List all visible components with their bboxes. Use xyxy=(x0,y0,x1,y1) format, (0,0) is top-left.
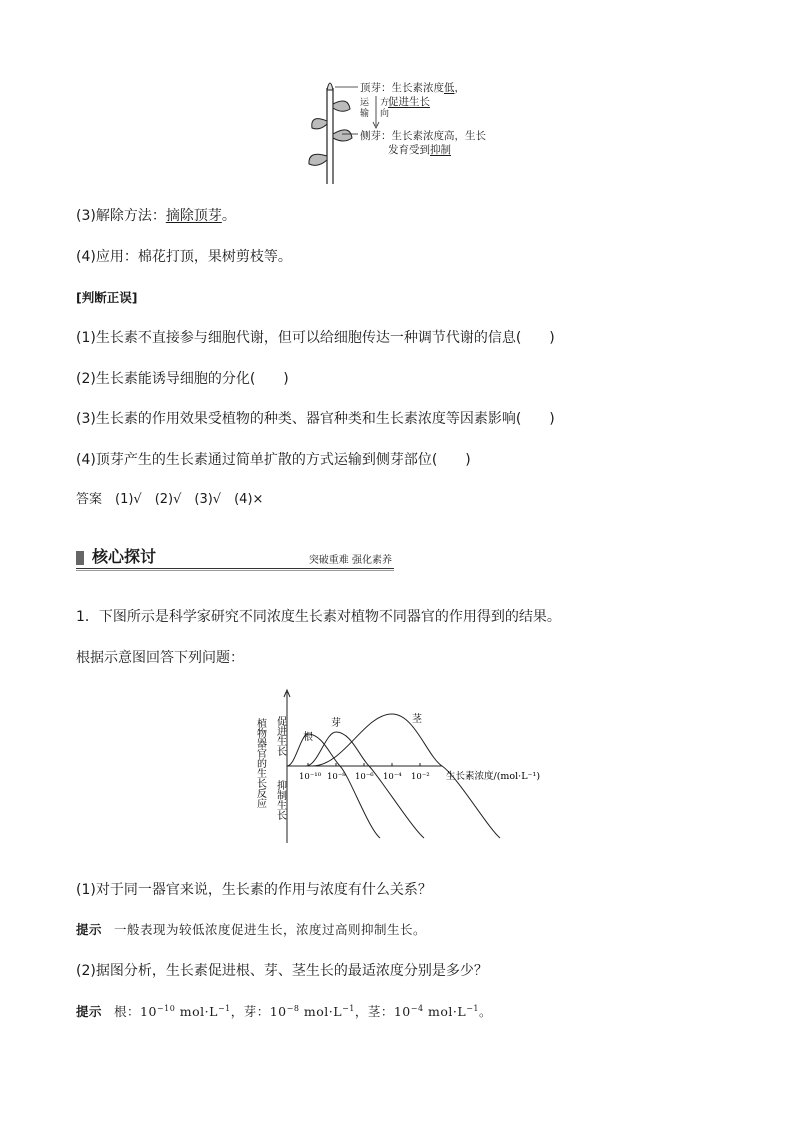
transport-char1: 运 xyxy=(360,98,370,108)
item-3: (3)解除方法：摘除顶芽。 xyxy=(76,208,236,224)
judge-q4: (4)顶芽产生的生长素通过简单扩散的方式运输到侧芽部位( ) xyxy=(76,452,471,468)
chart-xlabel: 生长素浓度/(mol·L⁻¹) xyxy=(446,771,541,782)
item-4: (4)应用：棉花打顶，果树剪枝等。 xyxy=(76,249,292,265)
judge-heading: [判断正误] xyxy=(76,290,138,305)
judge-answer: 答案 (1)√ (2)√ (3)√ (4)× xyxy=(76,492,264,507)
subq-1: (1)对于同一器官来说，生长素的作用与浓度有什么关系？ xyxy=(76,882,432,898)
apical-promote: 促进生长 xyxy=(388,96,430,108)
subq-2: (2)据图分析，生长素促进根、芽、茎生长的最适浓度分别是多少？ xyxy=(76,963,488,979)
x-tick-label: 10⁻⁴ xyxy=(383,772,402,782)
judge-q3: (3)生长素的作用效果受植物的种类、器官种类和生长素浓度等因素影响( ) xyxy=(76,411,555,427)
transport-char2: 输 xyxy=(360,109,370,119)
x-tick-label: 10⁻² xyxy=(411,772,430,782)
section-title: 核心探讨 xyxy=(92,547,157,566)
section-subtitle: 突破重难 强化素养 xyxy=(308,555,392,566)
judge-q2: (2)生长素能诱导细胞的分化( ) xyxy=(76,371,289,387)
apical-label: 顶芽：生长素浓度 xyxy=(360,82,444,94)
question-1-prompt: 根据示意图回答下列问题： xyxy=(76,650,244,666)
curve-0 xyxy=(287,734,380,838)
lateral-label-line1: 侧芽：生长素浓度高，生长 xyxy=(360,130,486,142)
direction-char1: 方 xyxy=(380,98,390,108)
series-label-0: 根 xyxy=(303,732,313,743)
hint-1-label: 提示 xyxy=(76,922,103,937)
direction-char2: 向 xyxy=(380,109,390,119)
x-tick-label: 10⁻⁶ xyxy=(355,772,374,782)
section-header xyxy=(76,546,394,570)
auxin-chart xyxy=(250,688,550,848)
item-3-answer: 摘除顶芽 xyxy=(165,208,222,224)
plant-figure: 顶芽：生长素浓度低， 促进生长 运 输 方 向 侧芽：生长素浓度高，生长 发育受到抑制 xyxy=(300,76,500,186)
x-tick-label: 10⁻¹⁰ xyxy=(299,772,322,782)
hint-2: 提示 根：$10^{-10}$ $mol\cdot L^{-1}$，芽：$10^{-8}$ $mol\cdot L^{-1}$，茎：$10^{-4}$ $mol\cdot L^{-1}$。 xyxy=(76,1003,492,1019)
chart-y-down-label: 抑制生长 xyxy=(274,780,286,820)
auxin-chart-svg xyxy=(250,688,550,848)
lateral-inhibit: 抑制 xyxy=(430,144,451,156)
chart-y-up-label: 促进生长 xyxy=(274,716,286,756)
series-label-1: 芽 xyxy=(331,718,341,729)
judge-q1: (1)生长素不直接参与细胞代谢，但可以给细胞传达一种调节代谢的信息( ) xyxy=(76,330,555,346)
hint-1-text: 一般表现为较低浓度促进生长，浓度过高则抑制生长。 xyxy=(114,922,427,937)
curve-1 xyxy=(306,732,424,838)
hint-2-label: 提示 xyxy=(76,1004,103,1019)
hint-1 xyxy=(76,920,426,940)
series-label-2: 茎 xyxy=(412,714,422,725)
chart-ylabel: 植物器官的生长反应 xyxy=(254,718,266,808)
x-tick-label: 10⁻⁸ xyxy=(327,772,346,782)
lateral-label-line2: 发育受到 xyxy=(388,144,430,156)
question-1-intro: 1．下图所示是科学家研究不同浓度生长素对植物不同器官的作用得到的结果。 xyxy=(76,609,561,625)
apical-low: 低 xyxy=(444,82,455,94)
section-mark xyxy=(76,551,84,565)
